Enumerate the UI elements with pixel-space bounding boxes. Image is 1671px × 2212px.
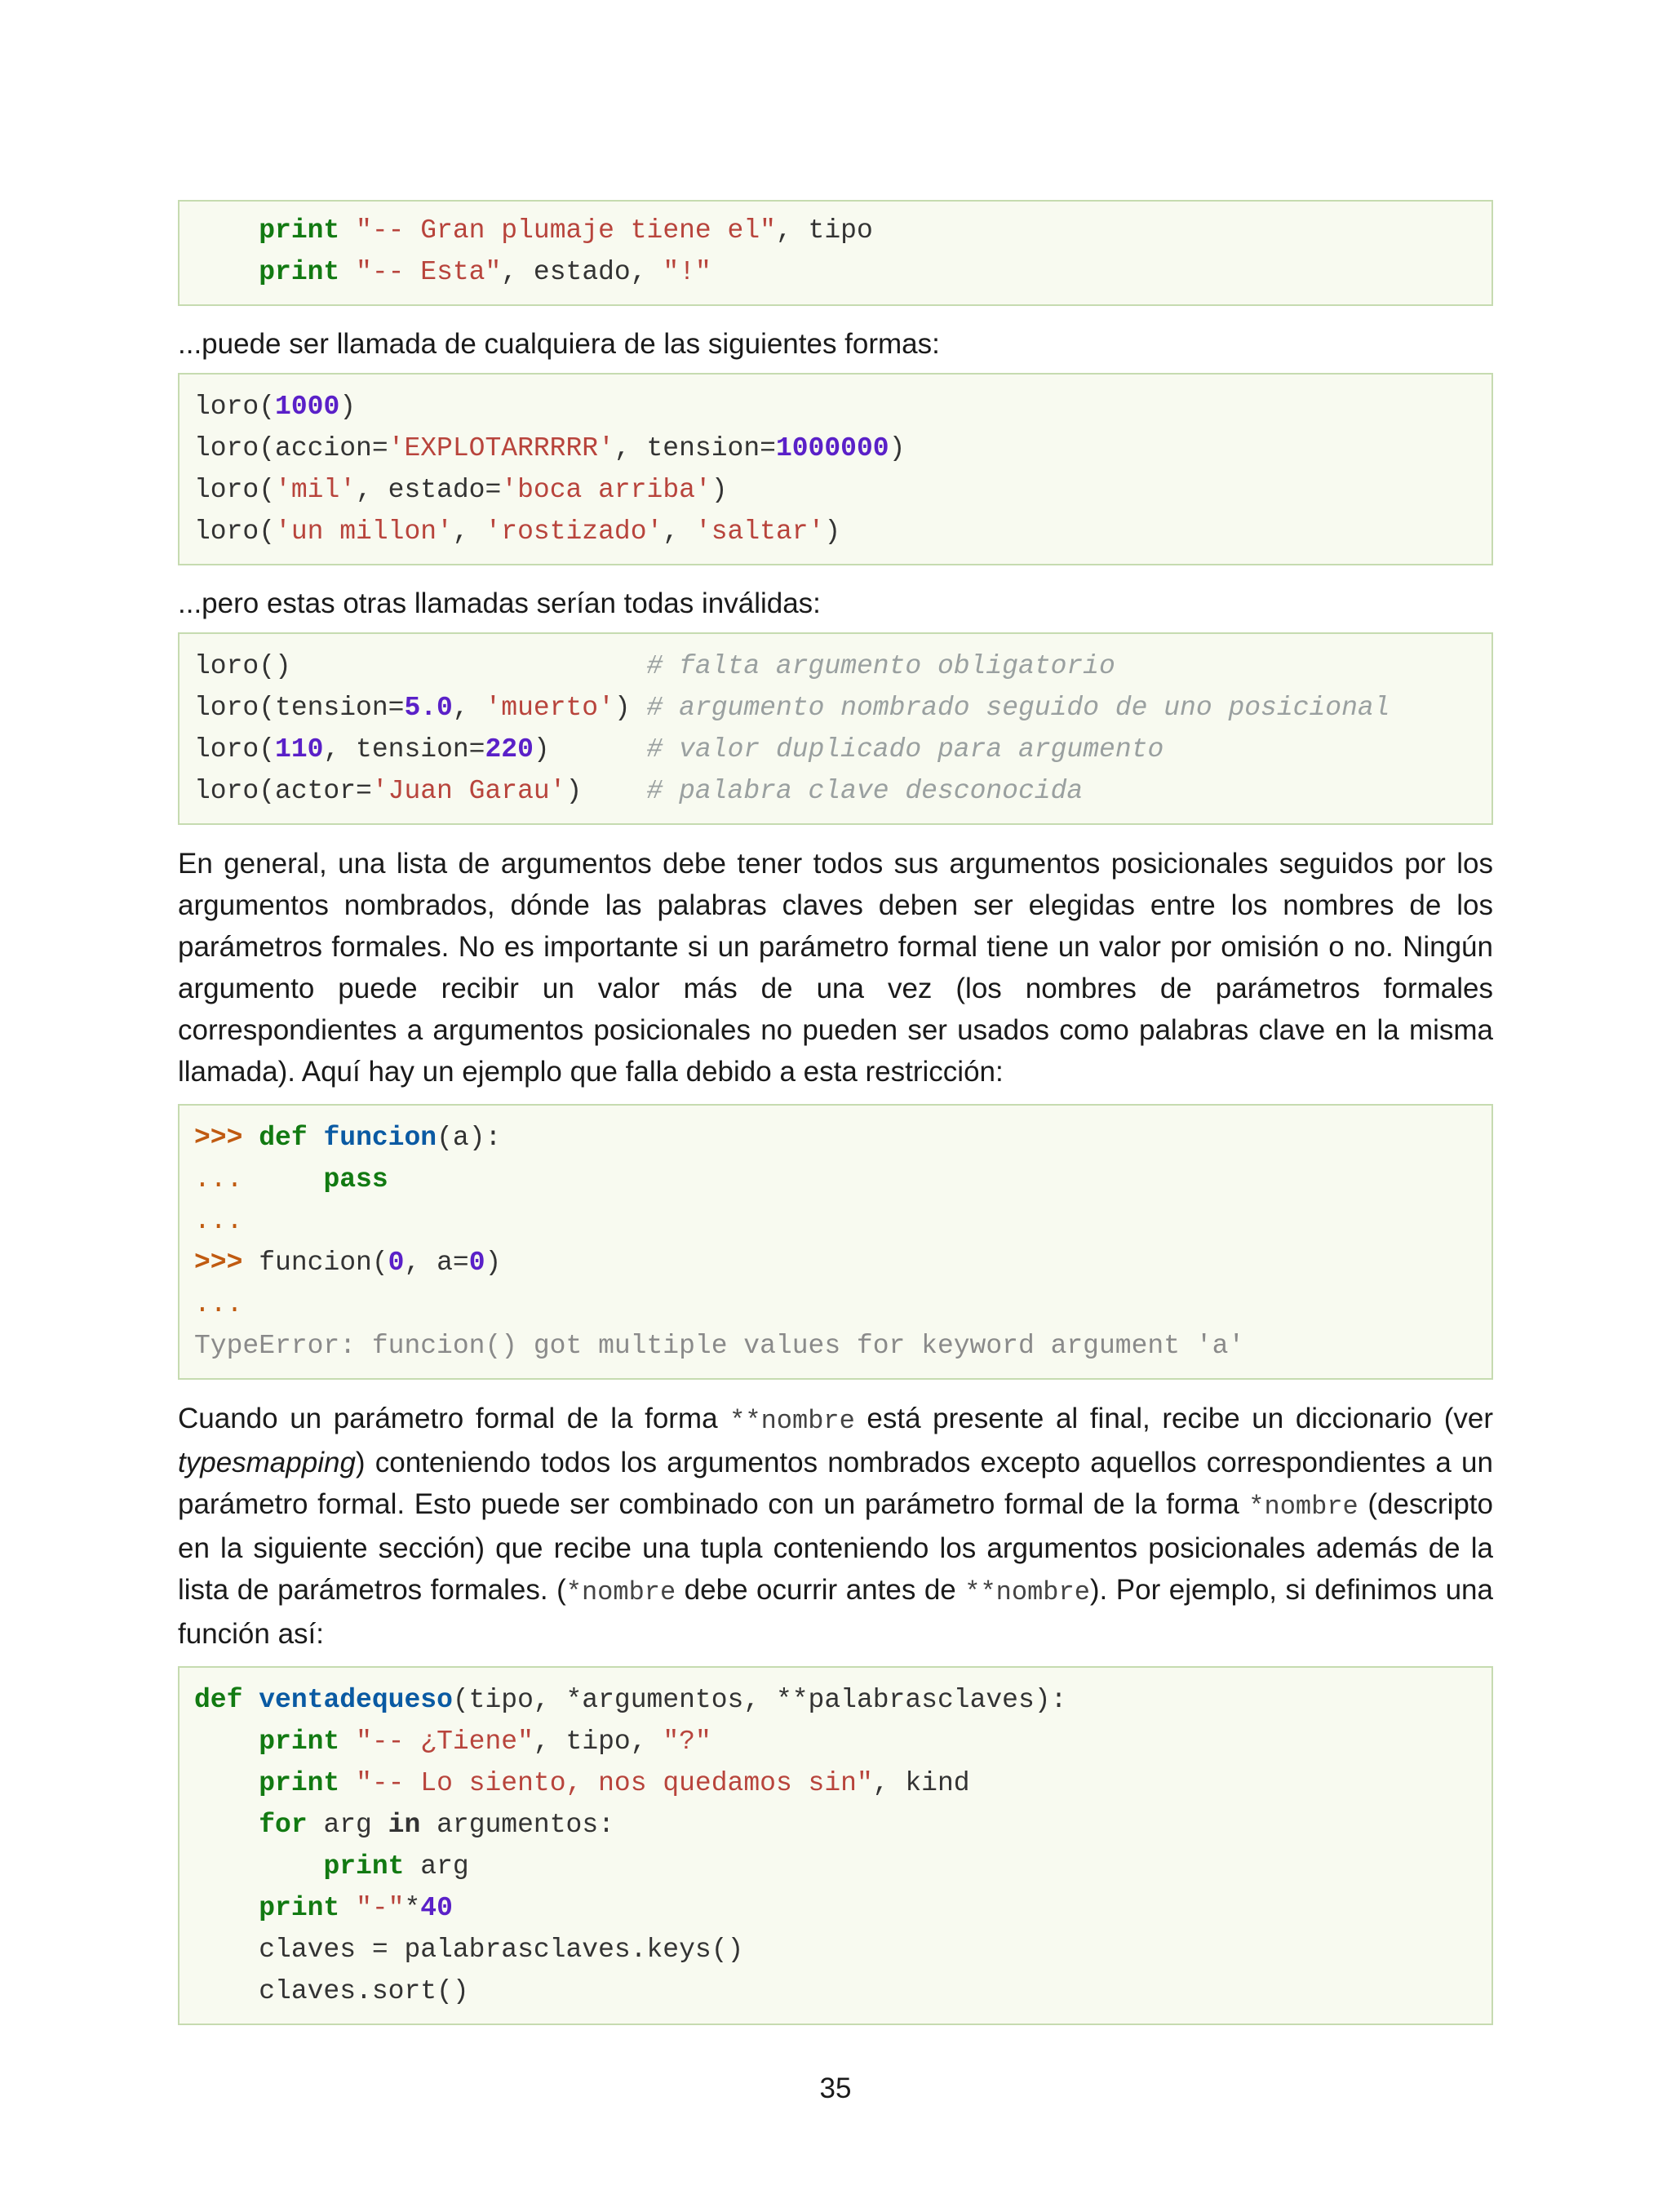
code-block-print-tipo	[178, 200, 1493, 306]
code-text	[194, 1727, 259, 1757]
code-text: loro(actor=	[194, 776, 372, 806]
paragraph-argument-rules: En general, una lista de argumentos debe tener todos sus argumentos posicionales seguidos por los argumentos nombrados, dónde las palabras claves deben ser elegidas entre los nombres de los parámetros formales. No es importante si un parámetro formal tiene un valor por omisión o no. Ningún argumento puede recibir un valor más de una vez (los nombres de parámetros formales correspondientes a argumentos posicionales no pueden ser usados como palabras clave en la misma llamada). Aquí hay un ejemplo que falla debido a esta restricción:	[178, 848, 1493, 1088]
code-line	[194, 770, 1477, 812]
number-literal: 1000000	[775, 433, 889, 463]
code-line	[194, 1679, 1477, 1721]
code-text: )	[485, 1248, 502, 1278]
code-line	[194, 729, 1477, 770]
code-block-interactive-example	[178, 1104, 1493, 1380]
string-literal: 'muerto'	[485, 693, 614, 723]
code-line	[194, 1970, 1477, 2012]
italic-reference: typesmapping	[178, 1447, 356, 1478]
code-line	[194, 469, 1477, 511]
function-name: ventadequeso	[259, 1685, 453, 1715]
number-literal: 0	[388, 1248, 405, 1278]
page-number: 35	[819, 2072, 852, 2104]
keyword-print: print	[323, 1851, 405, 1882]
code-line	[194, 1846, 1477, 1887]
keyword-print: print	[259, 1893, 340, 1923]
code-line	[194, 1200, 1477, 1242]
code-text: , estado=	[356, 475, 502, 505]
code-line	[194, 1721, 1477, 1762]
number-literal: 40	[420, 1893, 453, 1923]
code-text: loro(accion=	[194, 433, 388, 463]
code-text: , tipo	[775, 215, 873, 246]
code-text: arg	[404, 1851, 469, 1882]
code-line	[194, 687, 1477, 729]
code-comment: # palabra clave desconocida	[646, 776, 1084, 806]
inline-code: **nombre	[964, 1577, 1090, 1607]
code-block-invalid-calls	[178, 632, 1493, 825]
code-text	[242, 1123, 259, 1153]
keyword-pass: pass	[323, 1164, 388, 1195]
code-text: ,	[452, 693, 485, 723]
keyword-for: for	[259, 1810, 308, 1840]
text-run: está presente al final, recibe un diccionario (ver	[854, 1403, 1494, 1434]
string-literal: 'boca arriba'	[501, 475, 711, 505]
paragraph-kwargs	[178, 1398, 1493, 1655]
inline-code: *nombre	[565, 1577, 676, 1607]
code-text: )	[533, 734, 647, 765]
prompt: >>>	[194, 1123, 243, 1153]
code-text: ,	[663, 516, 695, 547]
code-line	[194, 386, 1477, 428]
text-run: (descripto en la siguiente sección) que recibe una tupla conteniendo los argumentos posicionales además de la lista de parámetros formales. (	[178, 1488, 1493, 1606]
code-text	[194, 1768, 259, 1798]
intro-valid-calls: ...puede ser llamada de cualquiera de las siguientes formas:	[178, 328, 940, 360]
code-text: )	[711, 475, 728, 505]
code-text: )	[565, 776, 647, 806]
continuation-prompt: ...	[194, 1164, 243, 1195]
string-literal: "-"	[356, 1893, 405, 1923]
code-text	[308, 1123, 324, 1153]
code-line	[194, 1929, 1477, 1970]
code-text: , tension=	[323, 734, 485, 765]
code-text: , estado,	[501, 257, 663, 287]
code-text: )	[889, 433, 906, 463]
code-line	[194, 1283, 1477, 1325]
code-text: ,	[452, 516, 485, 547]
code-text	[339, 1727, 356, 1757]
code-comment: # valor duplicado para argumento	[646, 734, 1164, 765]
code-text	[242, 1164, 323, 1195]
string-literal: "-- ¿Tiene"	[356, 1727, 534, 1757]
code-line	[194, 1242, 1477, 1283]
page-content	[178, 200, 1493, 2025]
string-literal: 'saltar'	[694, 516, 825, 547]
text-run: debe ocurrir antes de	[676, 1574, 965, 1606]
code-text: loro(	[194, 392, 276, 422]
code-text: claves = palabrasclaves.keys()	[194, 1935, 744, 1965]
code-comment: # argumento nombrado seguido de uno posicional	[646, 693, 1390, 723]
text-run: ) conteniendo todos los argumentos nombrados excepto aquellos correspondientes a un parámetro formal. Esto puede ser combinado con un parámetro formal de la forma	[178, 1447, 1493, 1520]
error-output: TypeError: funcion() got multiple values for keyword argument 'a'	[194, 1331, 1245, 1361]
code-text: arg	[307, 1810, 388, 1840]
keyword-print: print	[259, 1727, 340, 1757]
keyword-def: def	[194, 1685, 243, 1715]
continuation-prompt: ...	[194, 1289, 243, 1319]
string-literal: "-- Lo siento, nos quedamos sin"	[356, 1768, 873, 1798]
string-literal: 'un millon'	[275, 516, 453, 547]
code-text: funcion(	[242, 1248, 388, 1278]
keyword-print: print	[259, 215, 340, 246]
code-block-ventadequeso	[178, 1666, 1493, 2025]
code-line	[194, 1887, 1477, 1929]
code-line	[194, 1117, 1477, 1159]
code-text: , a=	[404, 1248, 469, 1278]
string-literal: "-- Esta"	[339, 257, 502, 287]
code-text	[339, 1893, 356, 1923]
code-text: argumentos:	[420, 1810, 614, 1840]
code-line	[194, 1325, 1477, 1367]
code-text	[339, 1768, 356, 1798]
string-literal: 'Juan Garau'	[371, 776, 566, 806]
code-line	[194, 251, 1477, 293]
code-text	[242, 1685, 259, 1715]
code-text: )	[824, 516, 841, 547]
code-text: , tipo,	[533, 1727, 663, 1757]
code-text: loro(	[194, 516, 276, 547]
string-literal: 'rostizado'	[485, 516, 663, 547]
inline-code: **nombre	[729, 1406, 855, 1436]
prompt: >>>	[194, 1248, 243, 1278]
intro-invalid-calls: ...pero estas otras llamadas serían todas inválidas:	[178, 587, 821, 619]
code-text	[194, 1810, 259, 1840]
code-text: (a):	[437, 1123, 502, 1153]
code-text	[194, 1893, 259, 1923]
number-literal: 1000	[275, 392, 340, 422]
code-line	[194, 1159, 1477, 1200]
text-run: Cuando un parámetro formal de la forma	[178, 1403, 730, 1434]
string-literal: 'EXPLOTARRRRR'	[388, 433, 614, 463]
continuation-prompt: ...	[194, 1206, 243, 1236]
code-text: claves.sort()	[194, 1976, 469, 2006]
inline-code: *nombre	[1248, 1492, 1359, 1522]
code-text: (tipo, *argumentos, **palabrasclaves):	[452, 1685, 1067, 1715]
number-literal: 110	[275, 734, 324, 765]
code-line	[194, 1804, 1477, 1846]
code-text: , kind	[872, 1768, 970, 1798]
code-line	[194, 428, 1477, 469]
code-text: loro(tension=	[194, 693, 405, 723]
code-text	[194, 1851, 323, 1882]
string-literal: "-- Gran plumaje tiene el"	[339, 215, 776, 246]
code-comment: # falta argumento obligatorio	[646, 651, 1115, 681]
keyword-in: in	[388, 1810, 421, 1840]
string-literal: "?"	[663, 1727, 711, 1757]
code-text: loro(	[194, 734, 276, 765]
keyword-print: print	[259, 1768, 340, 1798]
code-line	[194, 210, 1477, 251]
string-literal: 'mil'	[275, 475, 357, 505]
number-literal: 220	[485, 734, 534, 765]
number-literal: 0	[468, 1248, 485, 1278]
keyword-def: def	[259, 1123, 308, 1153]
code-text: , tension=	[614, 433, 776, 463]
code-line	[194, 645, 1477, 687]
code-text: *	[404, 1893, 421, 1923]
code-text: loro()	[194, 651, 647, 681]
number-literal: 5.0	[404, 693, 453, 723]
text-run: ). Por ejemplo, si definimos una función así:	[178, 1574, 1493, 1650]
code-block-valid-calls	[178, 373, 1493, 565]
code-text: )	[339, 392, 357, 422]
code-text: )	[614, 693, 647, 723]
code-text: loro(	[194, 475, 276, 505]
code-line	[194, 1762, 1477, 1804]
keyword-print: print	[259, 257, 340, 287]
function-name: funcion	[323, 1123, 437, 1153]
string-literal: "!"	[663, 257, 711, 287]
code-line	[194, 511, 1477, 552]
